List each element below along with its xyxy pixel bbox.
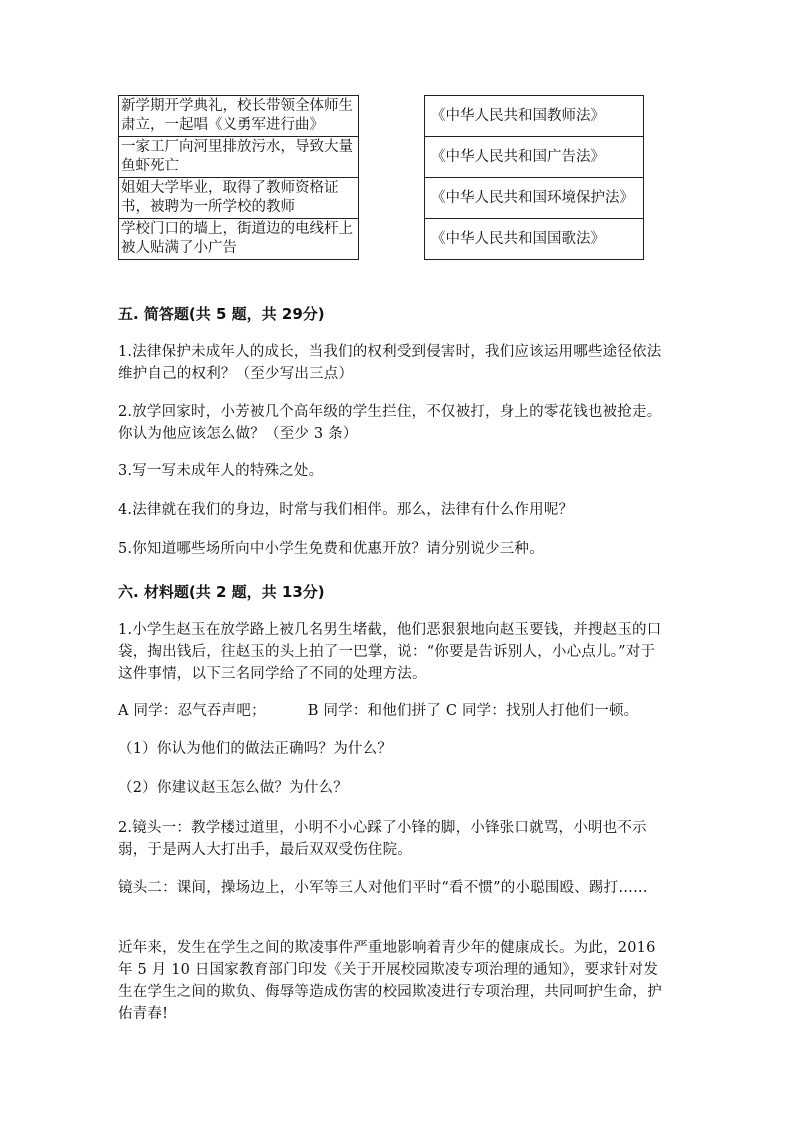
table-row xyxy=(425,96,644,137)
table-row xyxy=(425,178,644,219)
matching-table-left xyxy=(118,95,359,260)
table-row xyxy=(119,137,359,178)
option-a: A 同学：忍气吞声吧； xyxy=(118,703,266,719)
question-5-1: 1.法律保护未成年人的成长，当我们的权利受到侵害时，我们应该运用哪些途径依法维护自己的权利？（至少写出三点） xyxy=(118,344,662,382)
question-5-4: 4.法律就在我们的身边，时常与我们相伴。那么，法律有什么作用呢？ xyxy=(118,502,574,518)
table-cell: 新学期开学典礼，校长带领全体师生肃立，一起唱《义勇军进行曲》 xyxy=(119,96,359,137)
question-5-3: 3.写一写未成年人的特殊之处。 xyxy=(118,463,324,479)
table-row xyxy=(425,219,644,260)
sub-question-1: （1）你认为他们的做法正确吗？为什么？ xyxy=(118,741,393,757)
section5-heading: 五. 简答题(共 5 题，共 29分) xyxy=(118,305,325,323)
table-row xyxy=(119,219,359,260)
table-row xyxy=(119,96,359,137)
option-b-c: B 同学：和他们拼了 C 同学：找别人打他们一顿。 xyxy=(307,703,639,719)
table-cell: 《中华人民共和国教师法》 xyxy=(425,96,644,137)
table-cell: 《中华人民共和国国歌法》 xyxy=(425,219,644,260)
material-question-1: 1.小学生赵玉在放学路上被几名男生堵截，他们恶狠狠地向赵玉要钱，并搜赵玉的口袋，掏出钱后，往赵玉的头上拍了一巴掌，说：“你要是告诉别人，小心点儿。”对于这件事情，以下三名同学给了不同的处理方法。 xyxy=(118,622,662,682)
material-question-2-shot1: 2.镜头一：教学楼过道里，小明不小心踩了小锋的脚，小锋张口就骂，小明也不示弱，于是两人大打出手，最后双双受伤住院。 xyxy=(118,820,647,858)
table-cell: 一家工厂向河里排放污水，导致大量鱼虾死亡 xyxy=(119,137,359,178)
section6-heading: 六. 材料题(共 2 题，共 13分) xyxy=(118,583,325,601)
options-line xyxy=(118,700,666,722)
table-cell: 姐姐大学毕业，取得了教师资格证书，被聘为一所学校的教师 xyxy=(119,178,359,219)
material-question-2-shot2: 镜头二：课间，操场边上，小军等三人对他们平时“看不惯”的小聪围殴、踢打…… xyxy=(118,880,648,896)
material-text: 近年来，发生在学生之间的欺凌事件严重地影响着青少年的健康成长。为此，2016 年 5 月 10 日国家教育部门印发《关于开展校园欺凌专项治理的通知》，要求针对发生在学生之间的欺负、侮辱等造成伤害的校园欺凌进行专项治理，共同呵护生命，护佑青春! xyxy=(118,940,662,1022)
question-5-5: 5.你知道哪些场所向中小学生免费和优惠开放？请分别说少三种。 xyxy=(118,541,544,557)
table-row xyxy=(119,178,359,219)
question-5-2: 2.放学回家时，小芳被几个高年级的学生拦住，不仅被打，身上的零花钱也被抢走。你认为他应该怎么做？（至少 3 条） xyxy=(118,404,662,442)
table-cell: 学校门口的墙上，街道边的电线杆上被人贴满了小广告 xyxy=(119,219,359,260)
matching-table-right xyxy=(424,95,644,260)
table-row xyxy=(425,137,644,178)
table-cell: 《中华人民共和国广告法》 xyxy=(425,137,644,178)
table-cell: 《中华人民共和国环境保护法》 xyxy=(425,178,644,219)
sub-question-2: （2）你建议赵玉怎么做？为什么？ xyxy=(118,780,348,796)
